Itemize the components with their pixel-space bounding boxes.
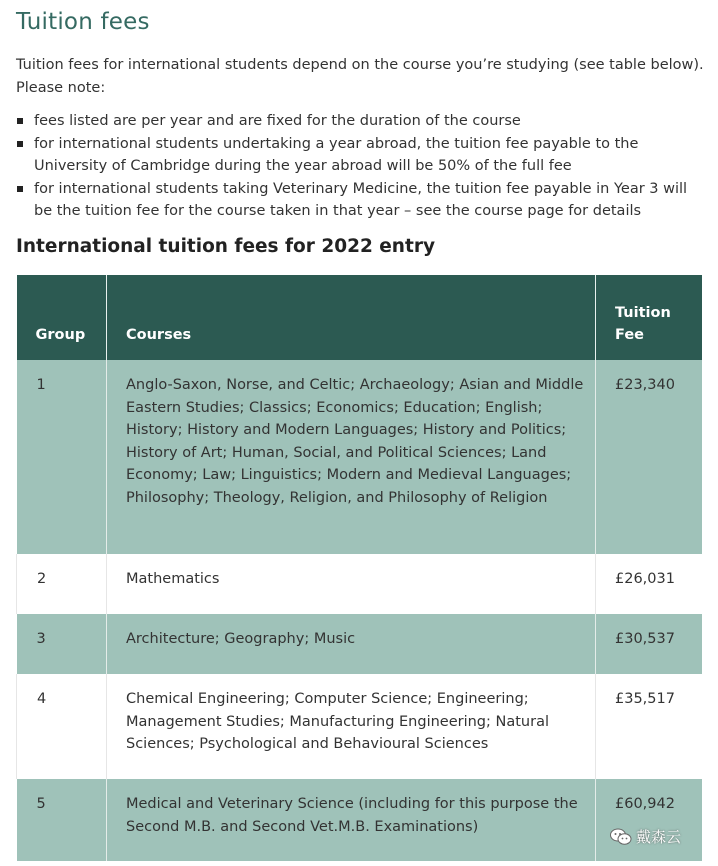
cell-fee: £35,517	[596, 674, 702, 779]
wechat-icon	[610, 828, 632, 846]
cell-group: 2	[17, 554, 107, 614]
notes-list	[16, 110, 706, 223]
table-heading: International tuition fees for 2022 entry	[16, 236, 436, 257]
watermark	[610, 826, 681, 847]
cell-fee: £30,537	[596, 614, 702, 674]
cell-courses: Chemical Engineering; Computer Science; Engineering; Management Studies; Manufacturing Engineering; Natural Sciences; Psychological and Behavioural Sciences	[107, 674, 596, 779]
list-item	[16, 178, 706, 223]
bullet-icon	[17, 141, 23, 147]
cell-group: 3	[17, 614, 107, 674]
cell-courses: Anglo-Saxon, Norse, and Celtic; Archaeology; Asian and Middle Eastern Studies; Classics; Economics; Education; English; History; History and Modern Languages; History and Politics; History of Art; Human, Social, and Political Sciences; Land Economy; Law; Linguistics; Modern and Medieval Languages; Philosophy; Theology, Religion, and Philosophy of Religion	[107, 360, 596, 554]
table-row	[17, 779, 702, 861]
table-row	[17, 614, 702, 674]
cell-courses: Architecture; Geography; Music	[107, 614, 596, 674]
note-text: for international students taking Veterinary Medicine, the tuition fee payable in Year 3 will be the tuition fee for the course taken in that year – see the course page for details	[34, 180, 688, 219]
note-text: for international students undertaking a year abroad, the tuition fee payable to the University of Cambridge during the year abroad will be 50% of the full fee	[34, 135, 639, 174]
list-item	[16, 133, 706, 178]
bullet-icon	[17, 186, 23, 192]
header-group: Group	[17, 275, 107, 360]
header-fee-line2: Fee	[615, 327, 644, 343]
intro-paragraph: Tuition fees for international students depend on the course you’re studying (see table below). Please note:	[16, 57, 704, 96]
header-courses: Courses	[107, 275, 596, 360]
cell-courses: Medical and Veterinary Science (including for this purpose the Second M.B. and Second Vet.M.B. Examinations)	[107, 779, 596, 861]
header-fee-line1: Tuition	[615, 305, 671, 321]
bullet-icon	[17, 118, 23, 124]
watermark-text: 戴森云	[636, 828, 682, 846]
table-row	[17, 360, 702, 554]
cell-group: 4	[17, 674, 107, 779]
list-item	[16, 110, 706, 133]
cell-group: 1	[17, 360, 107, 554]
table-header-row	[17, 275, 702, 360]
table-row	[17, 554, 702, 614]
table-row	[17, 674, 702, 779]
page-title: Tuition fees	[16, 9, 150, 35]
cell-fee: £23,340	[596, 360, 702, 554]
cell-fee: £60,942	[596, 779, 702, 861]
cell-fee: £26,031	[596, 554, 702, 614]
cell-courses: Mathematics	[107, 554, 596, 614]
tuition-fees-table	[16, 275, 702, 861]
note-text: fees listed are per year and are fixed for the duration of the course	[34, 113, 521, 129]
cell-group: 5	[17, 779, 107, 861]
header-tuition-fee	[596, 275, 702, 360]
